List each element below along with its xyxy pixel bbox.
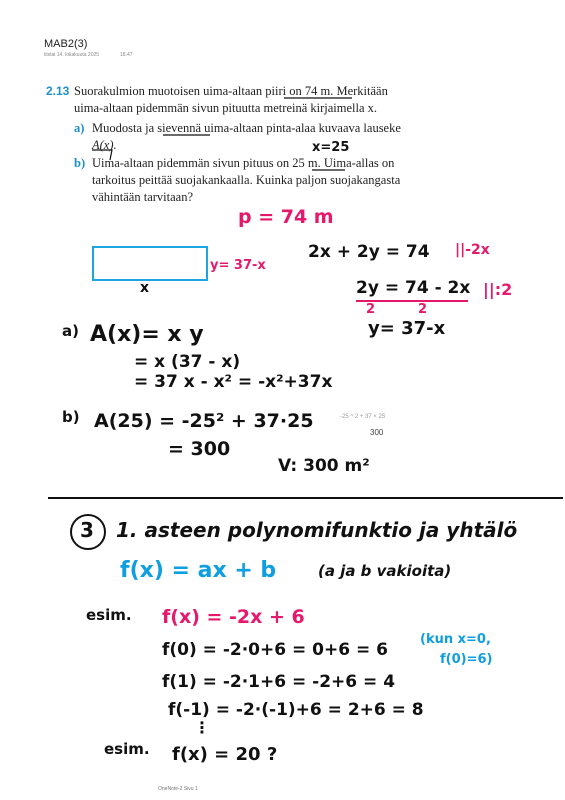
page-time: 18.47 bbox=[120, 52, 133, 58]
hw-section-number: 3 bbox=[80, 518, 94, 542]
hw-b-line1: A(25) = -25² + 37·25 bbox=[94, 410, 314, 432]
part-b-text-1: Uima-altaan pidemmän sivun pituus on 25 m. Uima-allas on bbox=[92, 156, 395, 170]
hw-example-fminus1: f(-1) = -2·(-1)+6 = 2+6 = 8 bbox=[168, 700, 424, 720]
problem-intro-1: Suorakulmion muotoisen uima-altaan piiri on 74 m. Merkitään bbox=[74, 84, 388, 98]
hw-eq2-note: ||:2 bbox=[483, 280, 513, 299]
hw-eq1: 2x + 2y = 74 bbox=[308, 242, 430, 262]
textbook-underlines bbox=[0, 0, 565, 220]
page-date: tiistai 14. lokakuuta 2025 bbox=[44, 52, 100, 58]
hw-a-line1: A(x)= x y bbox=[90, 322, 204, 347]
calc-result: 300 bbox=[370, 428, 384, 437]
part-b-label: b) bbox=[74, 156, 86, 170]
problem-number: 2.13 bbox=[46, 84, 70, 98]
hw-side-x: x bbox=[140, 280, 150, 296]
hw-b-label: b) bbox=[62, 408, 80, 426]
hw-side-y: y= 37-x bbox=[210, 258, 266, 273]
part-b-text-3: vähintään tarvitaan? bbox=[92, 190, 193, 204]
hw-b-line2: = 300 bbox=[168, 438, 231, 460]
hw-eq1-note: ||-2x bbox=[455, 242, 490, 258]
part-a-text-1: Muodosta ja sievennä uima-altaan pinta-alaa kuvaava lauseke bbox=[92, 121, 401, 135]
hw-eq3: y= 37-x bbox=[368, 318, 446, 339]
hw-fx-definition: f(x) = ax + b bbox=[120, 558, 277, 583]
hw-fx-note: (a ja b vakioita) bbox=[318, 562, 452, 580]
hw-esim-2: esim. bbox=[104, 740, 150, 758]
hw-section-title: 1. asteen polynomifunktio ja yhtälö bbox=[116, 518, 518, 542]
hw-v-answer: V: 300 m² bbox=[278, 456, 370, 476]
hw-example-fx: f(x) = -2x + 6 bbox=[162, 606, 305, 628]
hw-esim-1: esim. bbox=[86, 606, 132, 624]
hw-side-note-2: f(0)=6) bbox=[440, 652, 493, 667]
hw-example-2: f(x) = 20 ? bbox=[172, 744, 278, 765]
section-divider bbox=[48, 497, 563, 499]
hw-side-note-1: (kun x=0, bbox=[420, 632, 491, 647]
hw-eq2-den-right: 2 bbox=[418, 302, 428, 317]
hw-perimeter: p = 74 m bbox=[238, 206, 334, 228]
hw-example-f0: f(0) = -2·0+6 = 0+6 = 6 bbox=[162, 640, 388, 660]
problem-intro-2: uima-altaan pidemmän sivun pituutta metreinä kirjaimella x. bbox=[74, 101, 378, 115]
hw-eq2-den-left: 2 bbox=[366, 302, 376, 317]
hw-a-label: a) bbox=[62, 322, 79, 340]
hw-eq2: 2y = 74 - 2x bbox=[356, 278, 471, 298]
calc-expression: -25 ^ 2 + 37 × 25 bbox=[340, 414, 386, 420]
part-a-label: a) bbox=[74, 121, 85, 135]
hw-x-equals-25: x=25 bbox=[312, 140, 350, 155]
arrow-stroke bbox=[92, 150, 112, 160]
part-a-text-2: A(x). bbox=[92, 138, 117, 152]
page-footer: OneNote-2 Sivu 1 bbox=[158, 786, 198, 792]
hw-dots: ⋮ bbox=[194, 718, 210, 737]
part-b-text-2: tarkoitus peittää suojakankaalla. Kuinka paljon suojakangasta bbox=[92, 173, 401, 187]
pool-rectangle bbox=[92, 246, 208, 281]
hw-example-f1: f(1) = -2·1+6 = -2+6 = 4 bbox=[162, 672, 396, 692]
hw-a-line3: = 37 x - x² = -x²+37x bbox=[134, 372, 333, 392]
hw-a-line2: = x (37 - x) bbox=[134, 352, 241, 372]
page-title: MAB2(3) bbox=[44, 38, 88, 50]
